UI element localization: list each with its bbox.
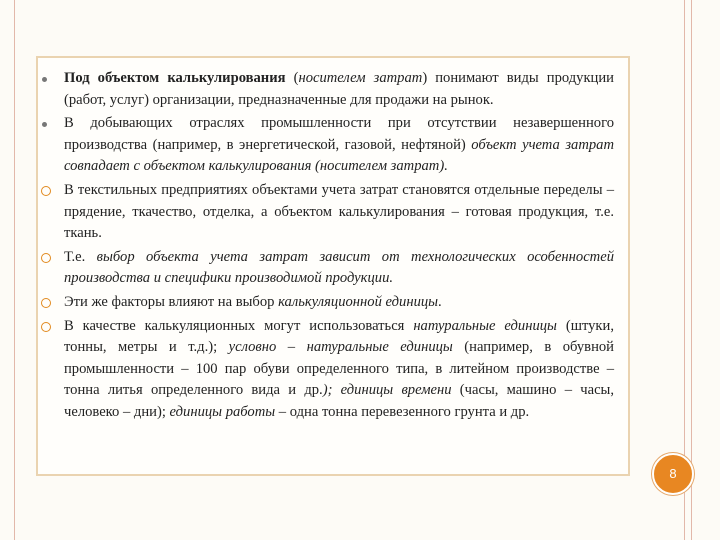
page-number-badge: 8 — [652, 453, 694, 495]
bullet-list — [42, 68, 614, 424]
bullet-ring-icon — [41, 253, 51, 263]
term-bold: Под объектом калькулирования — [64, 70, 286, 86]
text-span: В качестве калькуляционных могут использоваться — [64, 317, 414, 334]
right-decorative-line — [691, 0, 692, 540]
text-span: – одна тонна перевезенного грунта и др. — [275, 403, 530, 420]
list-item — [42, 68, 614, 111]
text-span: В добывающих отраслях промышленности при отсутствии незавершенного производства (например, в энергетической, газовой, нефтяной) — [64, 115, 614, 153]
text-span: . — [438, 293, 442, 310]
text-span: ) понимают виды продукции (работ, услуг) организации, предназначенные для продажи на рынок. — [64, 70, 614, 108]
text-span: Эти же факторы влияют на выбор — [64, 293, 279, 310]
bullet-ring-icon — [41, 186, 51, 196]
bullet-ring-icon — [41, 322, 51, 332]
text-italic: носителем затрат — [298, 70, 423, 86]
text-italic: единицы работы — [169, 403, 276, 420]
list-item — [42, 113, 614, 178]
text-span: (часы, машино – часы, человеко – дни); — [64, 382, 614, 420]
text-span: Т.е. — [64, 248, 97, 265]
text-span: В текстильных предприятиях объектами учета затрат становятся отдельные переделы – прядение, ткачество, отделка, а объектом калькулирования – готовая продукция, т.е. ткань. — [64, 181, 614, 242]
text-italic: натуральные единицы — [413, 317, 557, 334]
text-italic: калькуляционной единицы — [278, 293, 439, 310]
text-italic: условно – натуральные единицы — [228, 339, 453, 356]
text-span: (штуки, тонны, метры и т.д.); — [64, 317, 614, 356]
list-item — [42, 292, 614, 314]
text-italic: выбор объекта учета затрат зависит от технологических особенностей производства и специфики производимой продукции. — [64, 248, 614, 287]
left-decorative-line — [14, 0, 15, 540]
bullet-ring-icon — [41, 298, 51, 308]
list-item — [42, 316, 614, 424]
bullet-dot-icon — [42, 122, 47, 127]
text-span: ( — [285, 70, 299, 86]
text-italic: объект учета затрат совпадает с объектом калькулирования (носителем затрат). — [64, 136, 614, 175]
text-italic: ); единицы времени — [322, 382, 452, 399]
bullet-dot-icon — [42, 77, 47, 82]
list-item — [42, 180, 614, 245]
text-span: (например, в обувной промышленности – 100 пар обуви определенного типа, в литейном производстве – тонна литья определенного вида и др. — [64, 339, 614, 399]
list-item — [42, 247, 614, 290]
